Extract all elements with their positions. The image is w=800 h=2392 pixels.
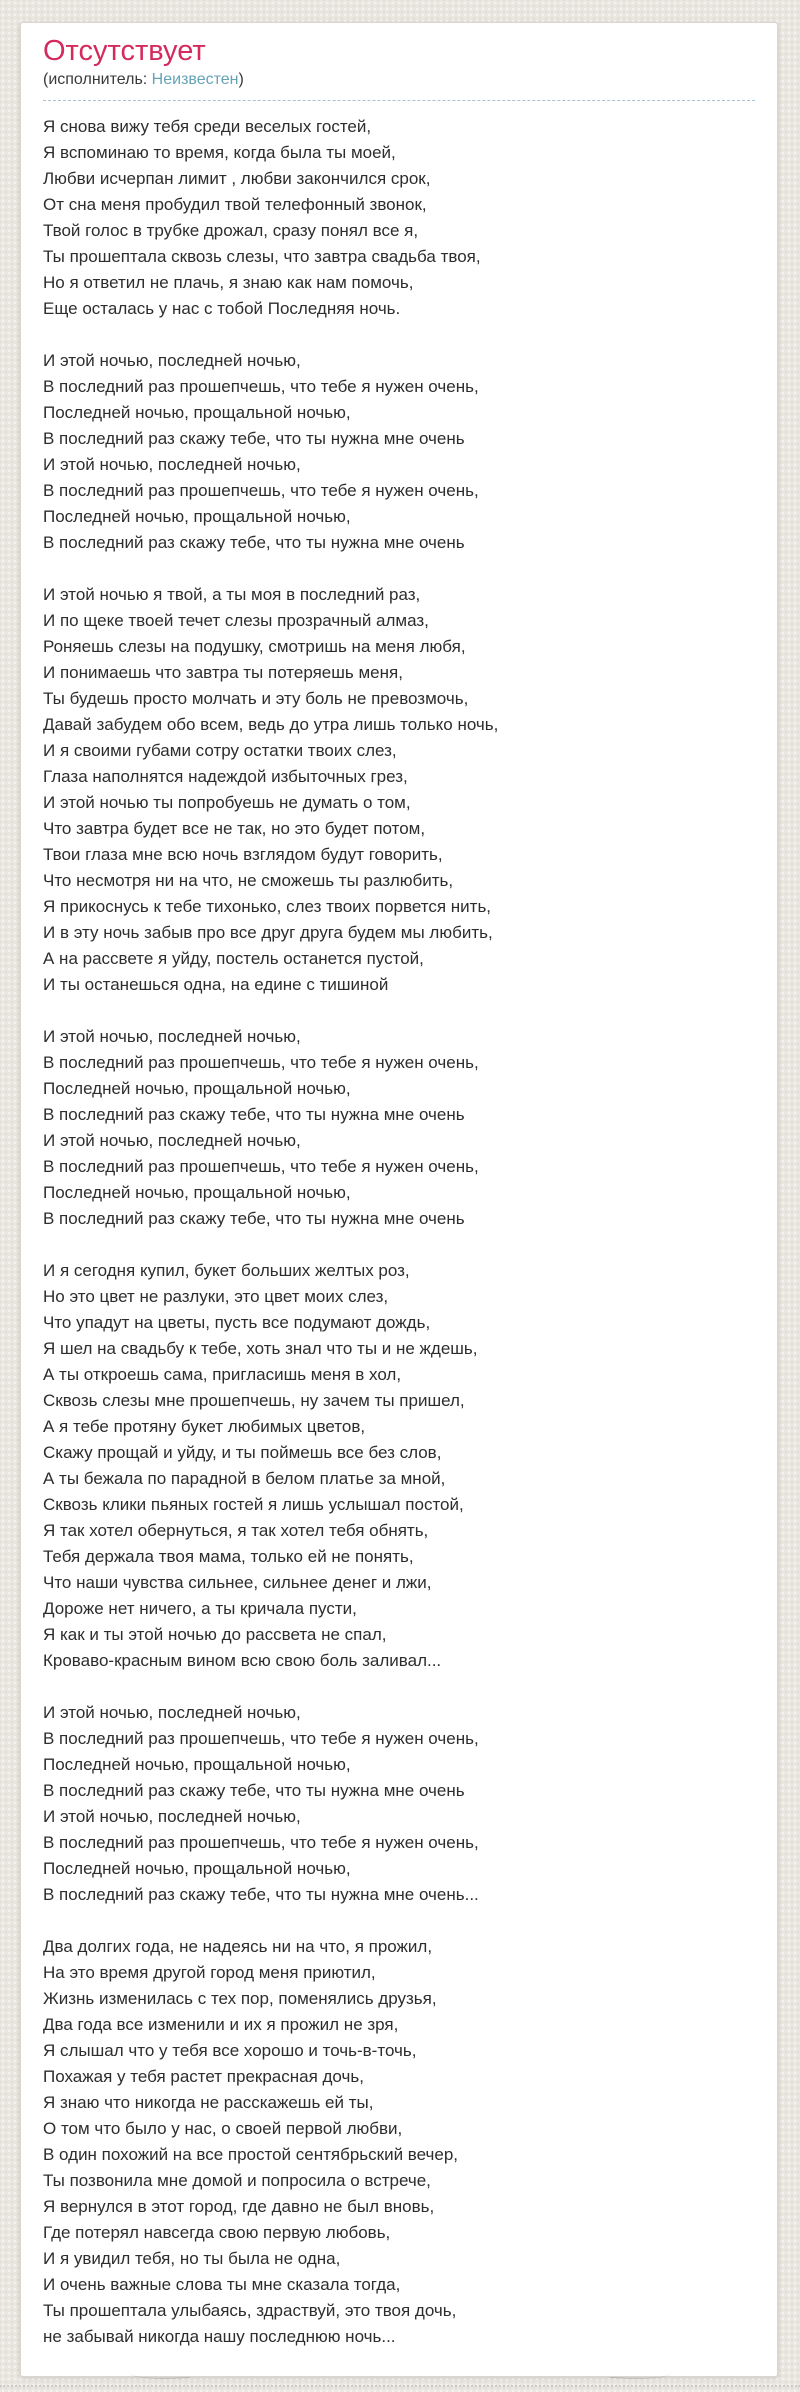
lyric-line: Любви исчерпан лимит , любви закончился срок,	[43, 169, 431, 189]
lyric-line: Сквозь клики пьяных гостей я лишь услышал постой,	[43, 1495, 464, 1515]
stanza	[43, 114, 755, 322]
lyric-line: Ты будешь просто молчать и эту боль не превозмочь,	[43, 689, 469, 709]
lyric-line: Я вспоминаю то время, когда была ты моей,	[43, 143, 396, 163]
performer-suffix: )	[238, 71, 244, 89]
lyric-line: В последний раз скажу тебе, что ты нужна мне очень...	[43, 1885, 479, 1905]
lyric-line: На это время другой город меня приютил,	[43, 1963, 376, 1983]
lyric-line: В последний раз скажу тебе, что ты нужна мне очень	[43, 429, 465, 449]
lyric-line: Роняешь слезы на подушку, смотришь на меня любя,	[43, 637, 466, 657]
lyric-line: Тебя держала твоя мама, только ей не понять,	[43, 1547, 414, 1567]
stanza	[43, 582, 755, 998]
lyric-line: Два долгих года, не надеясь ни на что, я прожил,	[43, 1937, 433, 1957]
lyrics-text	[43, 114, 755, 2350]
lyric-line: Я шел на свадьбу к тебе, хоть знал что ты и не ждешь,	[43, 1339, 478, 1359]
lyric-line: В последний раз скажу тебе, что ты нужна мне очень	[43, 1209, 465, 1229]
lyric-line: Сквозь слезы мне прошепчешь, ну зачем ты пришел,	[43, 1391, 465, 1411]
lyric-line: Я слышал что у тебя все хорошо и точь-в-точь,	[43, 2041, 417, 2061]
lyric-line: Я вернулся в этот город, где давно не был вновь,	[43, 2197, 435, 2217]
lyric-line: Последней ночью, прощальной ночью,	[43, 1859, 351, 1879]
lyric-line: Твой голос в трубке дрожал, сразу понял все я,	[43, 221, 419, 241]
lyric-line: В последний раз прошепчешь, что тебе я нужен очень,	[43, 481, 479, 501]
lyric-line: И этой ночью, последней ночью,	[43, 1703, 301, 1723]
lyric-line: И этой ночью, последней ночью,	[43, 1027, 301, 1047]
lyric-line: Скажу прощай и уйду, и ты поймешь все без слов,	[43, 1443, 442, 1463]
lyric-line: Но я ответил не плачь, я знаю как нам помочь,	[43, 273, 414, 293]
lyric-line: И я своими губами сотру остатки твоих слез,	[43, 741, 397, 761]
lyric-line: не забывай никогда нашу последнюю ночь...	[43, 2327, 396, 2347]
lyric-line: В последний раз прошепчешь, что тебе я нужен очень,	[43, 1157, 479, 1177]
stanza	[43, 348, 755, 556]
lyric-line: Последней ночью, прощальной ночью,	[43, 1755, 351, 1775]
lyric-line: Последней ночью, прощальной ночью,	[43, 507, 351, 527]
lyric-line: Последней ночью, прощальной ночью,	[43, 1079, 351, 1099]
lyric-line: И в эту ночь забыв про все друг друга будем мы любить,	[43, 923, 493, 943]
lyric-line: И по щеке твоей течет слезы прозрачный алмаз,	[43, 611, 429, 631]
lyric-line: Жизнь изменилась с тех пор, поменялись друзья,	[43, 1989, 437, 2009]
lyric-line: Что завтра будет все не так, но это будет потом,	[43, 819, 426, 839]
lyric-line: Я как и ты этой ночью до рассвета не спал,	[43, 1625, 387, 1645]
lyric-line: Последней ночью, прощальной ночью,	[43, 1183, 351, 1203]
performer-line	[43, 70, 755, 91]
lyric-line: В последний раз скажу тебе, что ты нужна мне очень	[43, 533, 465, 553]
lyric-line: И я сегодня купил, букет больших желтых роз,	[43, 1261, 410, 1281]
lyric-line: И этой ночью ты попробуешь не думать о том,	[43, 793, 411, 813]
lyric-line: Ты прошептала улыбаясь, здраствуй, это твоя дочь,	[43, 2301, 457, 2321]
lyric-line: Я прикоснусь к тебе тихонько, слез твоих порвется нить,	[43, 897, 492, 917]
lyric-line: В один похожий на все простой сентябрьский вечер,	[43, 2145, 459, 2165]
lyric-line: И этой ночью, последней ночью,	[43, 351, 301, 371]
lyric-line: А я тебе протяну букет любимых цветов,	[43, 1417, 366, 1437]
lyric-line: Два года все изменили и их я прожил не зря,	[43, 2015, 399, 2035]
lyric-line: И этой ночью, последней ночью,	[43, 1807, 301, 1827]
lyric-line: Ты прошептала сквозь слезы, что завтра свадьба твоя,	[43, 247, 481, 267]
lyric-line: И этой ночью я твой, а ты моя в последний раз,	[43, 585, 421, 605]
lyric-line: И очень важные слова ты мне сказала тогда,	[43, 2275, 401, 2295]
lyric-line: Я снова вижу тебя среди веселых гостей,	[43, 117, 372, 137]
lyric-line: В последний раз скажу тебе, что ты нужна мне очень	[43, 1105, 465, 1125]
lyric-line: И я увидил тебя, но ты была не одна,	[43, 2249, 341, 2269]
lyric-line: Что наши чувства сильнее, сильнее денег и лжи,	[43, 1573, 432, 1593]
lyric-line: А на рассвете я уйду, постель останется пустой,	[43, 949, 424, 969]
stanza	[43, 1258, 755, 1674]
lyric-line: И этой ночью, последней ночью,	[43, 455, 301, 475]
lyric-line: Я знаю что никогда не расскажешь ей ты,	[43, 2093, 374, 2113]
lyric-line: Еще осталась у нас с тобой Последняя ночь.	[43, 299, 401, 319]
performer-label: (исполнитель:	[43, 71, 152, 89]
lyric-line: Но это цвет не разлуки, это цвет моих слез,	[43, 1287, 389, 1307]
lyric-line: А ты откроешь сама, пригласишь меня в хол,	[43, 1365, 402, 1385]
lyric-line: Что упадут на цветы, пусть все подумают дождь,	[43, 1313, 431, 1333]
lyric-line: Что несмотря ни на что, не сможешь ты разлюбить,	[43, 871, 454, 891]
lyric-line: В последний раз скажу тебе, что ты нужна мне очень	[43, 1781, 465, 1801]
lyric-line: От сна меня пробудил твой телефонный звонок,	[43, 195, 427, 215]
lyric-line: А ты бежала по парадной в белом платье за мной,	[43, 1469, 446, 1489]
lyric-line: В последний раз прошепчешь, что тебе я нужен очень,	[43, 377, 479, 397]
lyric-line: В последний раз прошепчешь, что тебе я нужен очень,	[43, 1833, 479, 1853]
song-header	[43, 33, 755, 101]
lyric-line: Дороже нет ничего, а ты кричала пусти,	[43, 1599, 357, 1619]
lyrics-card	[20, 22, 778, 2377]
lyric-line: Последней ночью, прощальной ночью,	[43, 403, 351, 423]
stanza	[43, 1700, 755, 1908]
lyric-line: Кроваво-красным вином всю свою боль заливал...	[43, 1651, 442, 1671]
lyric-line: Где потерял навсегда свою первую любовь,	[43, 2223, 391, 2243]
performer-link[interactable]: Неизвестен	[151, 71, 239, 89]
lyric-line: О том что было у нас, о своей первой любви,	[43, 2119, 403, 2139]
lyric-line: Твои глаза мне всю ночь взглядом будут говорить,	[43, 845, 443, 865]
song-title: Отсутствует	[43, 35, 206, 67]
lyric-line: В последний раз прошепчешь, что тебе я нужен очень,	[43, 1053, 479, 1073]
lyric-line: И этой ночью, последней ночью,	[43, 1131, 301, 1151]
stanza	[43, 1024, 755, 1232]
lyric-line: В последний раз прошепчешь, что тебе я нужен очень,	[43, 1729, 479, 1749]
lyric-line: Я так хотел обернуться, я так хотел тебя обнять,	[43, 1521, 429, 1541]
lyric-line: И понимаешь что завтра ты потеряешь меня,	[43, 663, 403, 683]
lyric-line: Похажая у тебя растет прекрасная дочь,	[43, 2067, 364, 2087]
stanza	[43, 1934, 755, 2350]
lyric-line: И ты останешься одна, на едине с тишиной	[43, 975, 389, 995]
bottom-perforation-line	[0, 2385, 800, 2387]
lyric-line: Ты позвонила мне домой и попросила о встрече,	[43, 2171, 431, 2191]
lyric-line: Давай забудем обо всем, ведь до утра лишь только ночь,	[43, 715, 499, 735]
lyric-line: Глаза наполнятся надеждой избыточных грез,	[43, 767, 408, 787]
